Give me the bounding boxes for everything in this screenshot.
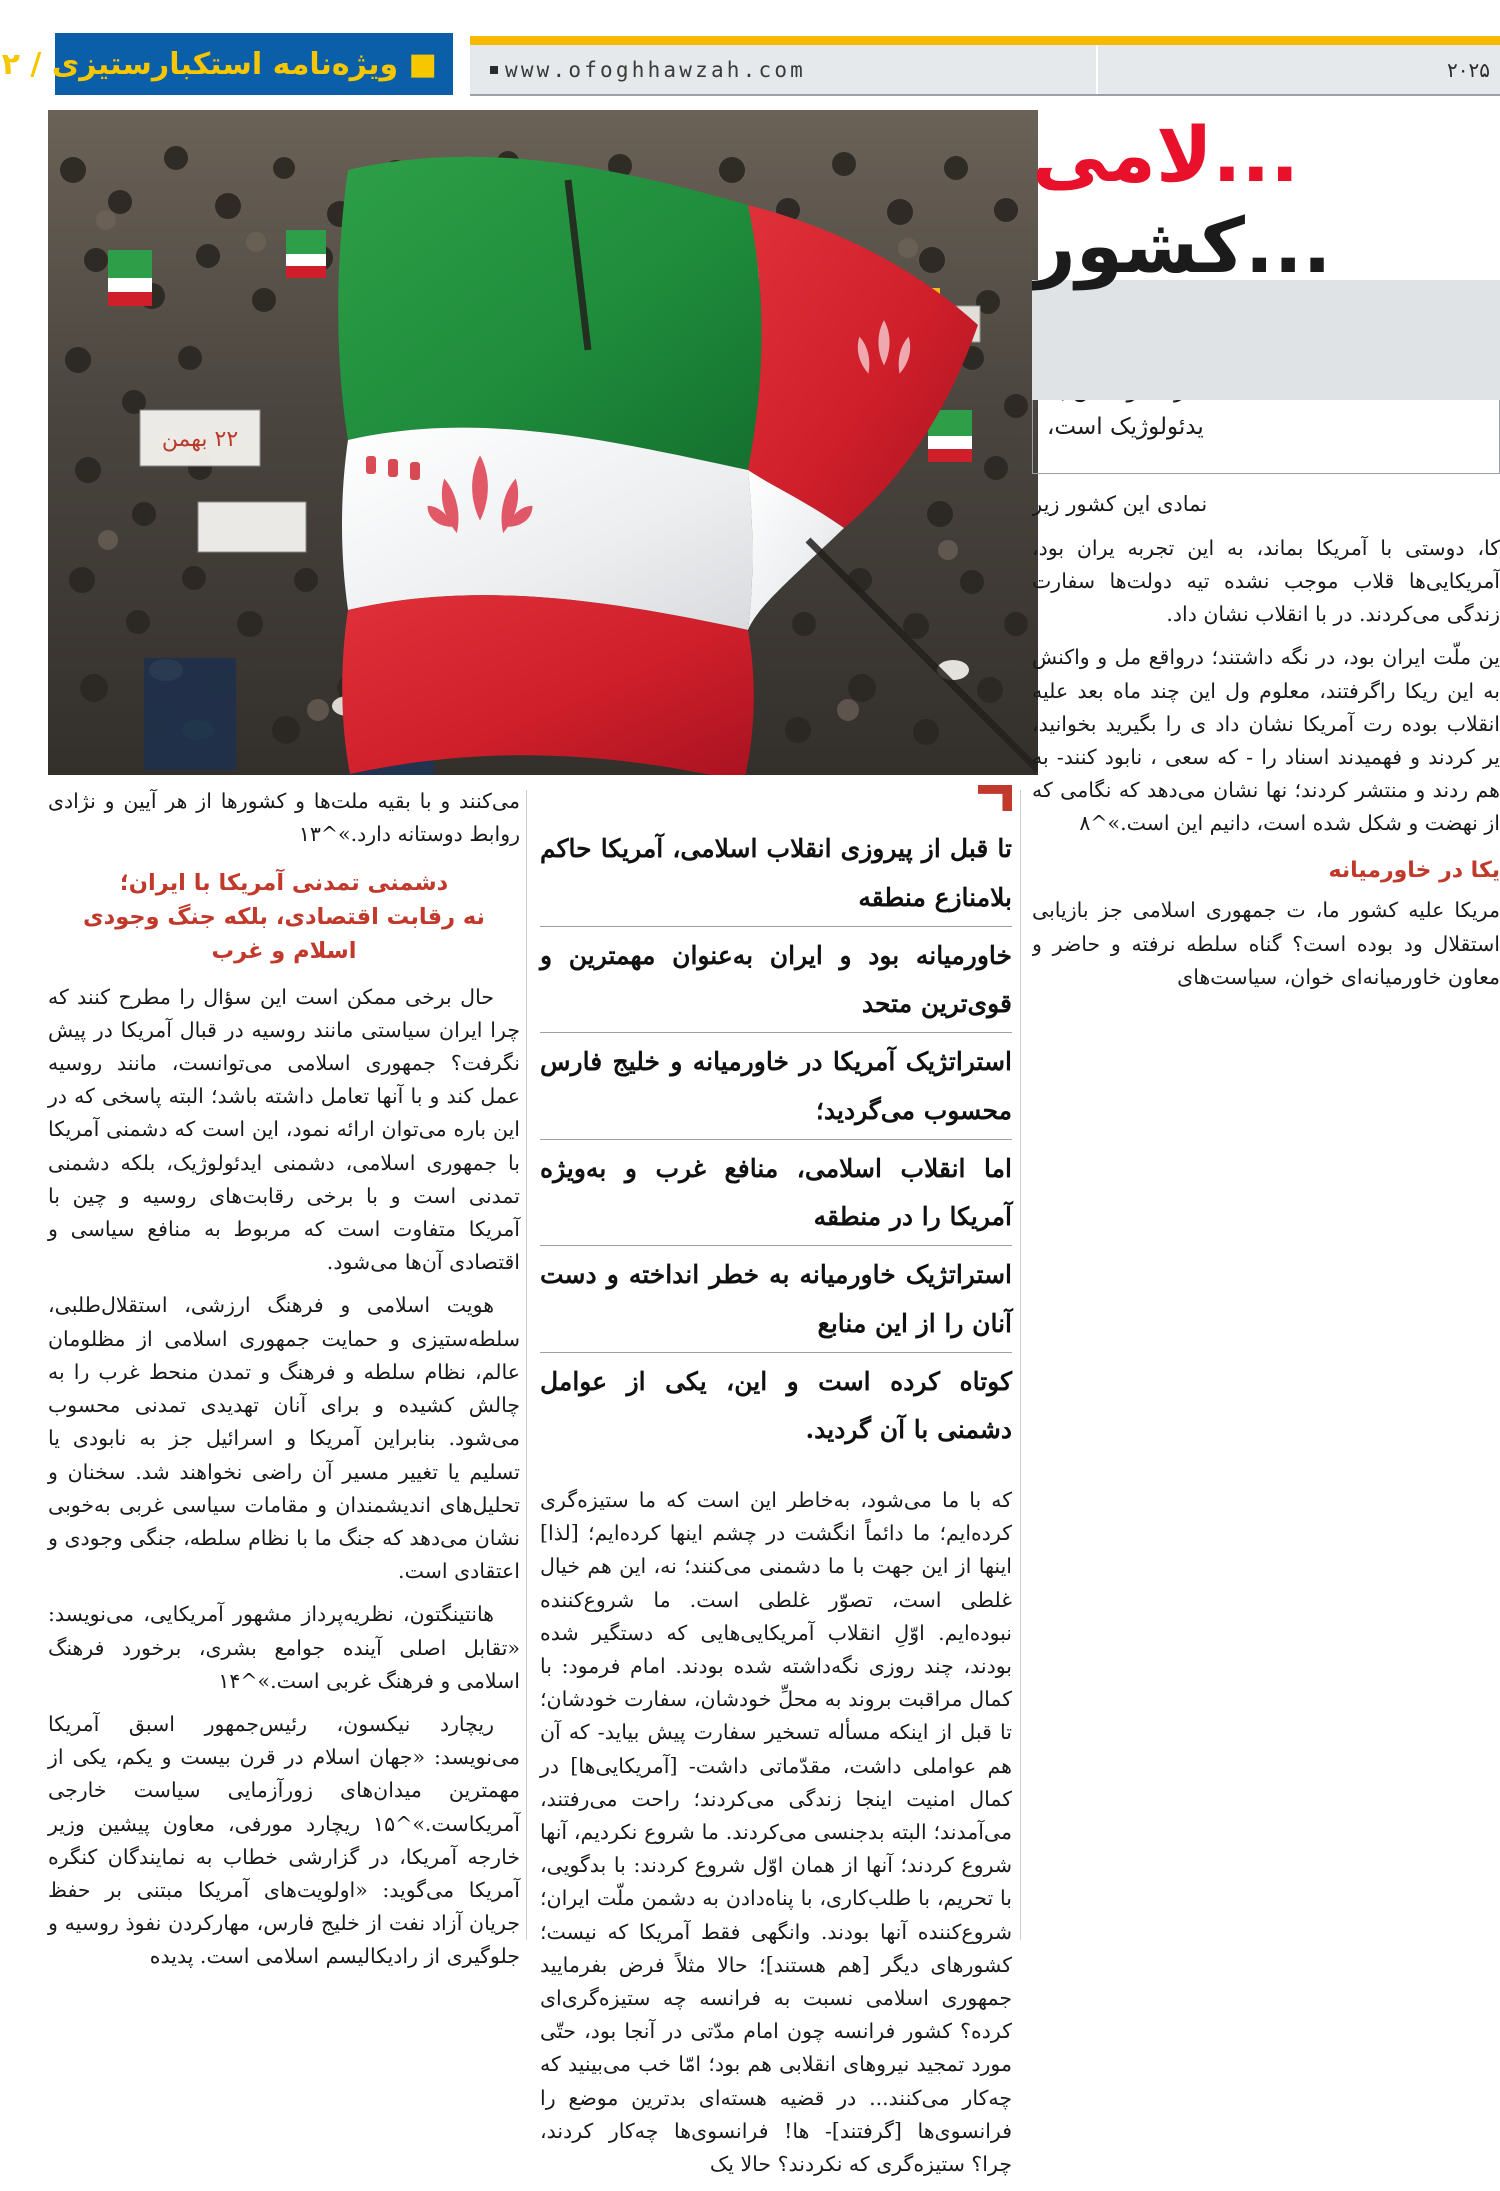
right-paragraph-1: کا، دوستی با آمریکا بماند، به این تجربه یران بود، آمریکایی‌ها قلاب موجب نشده تیه دولت‌ها سفارت زندگی می‌کردند. در با انقلاب نشان داد.: [1032, 535, 1500, 627]
left-section-heading: [48, 867, 520, 968]
red-corner-marker-icon: [978, 785, 1012, 811]
left-paragraph-3: هانتینگتون، نظریه‌پرداز مشهور آمریکایی، می‌نویسد: «تقابل اصلی آینده جوامع بشری، برخورد فرهنگ اسلامی و فرهنگ غربی است.»^۱۴: [48, 1602, 520, 1693]
left-paragraph-1: حال برخی ممکن است این سؤال را مطرح کنند که چرا ایران سیاستی مانند روسیه در قبال آمریکا در پیش نگرفت؟ جمهوری اسلامی می‌توانست، مانند روسیه عمل کند و با آنها تعامل داشته باشد؛ البته پاسخی که در این باره می‌توان ارائه نمود، این است که دشمنی آمریکا با جمهوری اسلامی، دشمنی ایدئولوژیک، بلکه دشمنی تمدنی است و با برخی رقابت‌های روسیه و چین با آمریکا متفاوت است که مربوط به منافع سیاسی و اقتصادی آن‌ها می‌شود.: [48, 984, 520, 1275]
hero-photo: [48, 110, 1038, 775]
left-section-heading-line-1: دشمنی تمدنی آمریکا با ایران؛: [119, 870, 449, 897]
highlight-quote-line-2: یدئولوژیک است،: [1047, 414, 1204, 441]
pull-quote-line-4: اما انقلاب اسلامی، منافع غرب و به‌ویژه آمریکا را در منطقه: [540, 1145, 1012, 1247]
pull-quote-line-3: استراتژیک آمریکا در خاورمیانه و خلیج فارس محسوب می‌گردید؛: [540, 1038, 1012, 1140]
svg-text:۲۲ بهمن: ۲۲ بهمن: [161, 427, 239, 452]
masthead-band-divider: [1096, 45, 1098, 94]
column-rule-right: [1020, 790, 1021, 1940]
website-url[interactable]: www.ofoghhawzah.com: [505, 58, 807, 82]
issue-year: ۲۰۲۵: [1447, 58, 1490, 82]
website-url-wrap[interactable]: [490, 50, 1070, 90]
right-paragraph-2: ین ملّت ایران بود، در نگه داشتند؛ درواقع مل و واکنش به این ریکا راگرفتند، معلوم ول این چند ماه بعد علیه انقلاب بوده رت آمریکا نشان داد ی را بگیرید بخوانید، یر کردند و فهمیدند اسناد را - که سعی ، نابود کنند- به هم ردند و منتشر کردند؛ نها نشان می‌دهد که نگامی که از نهضت و شکل شده است، دانیم این است.»^۸: [1032, 645, 1500, 836]
bullet-square-icon: [490, 66, 498, 74]
masthead: [0, 0, 1500, 103]
pull-quote-line-1: تا قبل از پیروزی انقلاب اسلامی، آمریکا حاکم بلامنازع منطقه: [540, 825, 1012, 927]
left-paragraph-4: ریچارد نیکسون، رئیس‌جمهور اسبق آمریکا می‌نویسد: «جهان اسلام در قرن بیست و یکم، یکی از مهمترین میدان‌های زورآزمایی سیاست خارجی آمریکاست.»^۱۵ ریچارد مورفی، معاون پیشین وزیر خارجه آمریکا، در گزارشی خطاب به نمایندگان کنگره آمریکا می‌گوید: «اولویت‌های آمریکا مبتنی بر حفظ جریان آزاد نفت از خلیج فارس، مهارکردن نفوذ روسیه و جلوگیری از رادیکالیسم اسلامی است. پدیده: [48, 1711, 520, 1969]
pull-quote-line-6: کوتاه کرده است و این، یکی از عوامل دشمنی با آن گردید.: [540, 1366, 1012, 1445]
right-lead-line: نمادی این کشور زیر: [1032, 491, 1208, 516]
left-column: [48, 785, 520, 1984]
issue-label: ■ ویژه‌نامه استکبارستیزی / ۲: [1, 46, 437, 82]
left-section-heading-line-2: نه رقابت اقتصادی، بلکه جنگ وجودی اسلام و غرب: [83, 904, 485, 964]
right-paragraph-3: مریکا علیه کشور ما، ت جمهوری اسلامی جز بازیابی استقلال ود بوده است؟ گناه سلطه نرفته و حاضر و معاون خاورمیانه‌ای خوان، سیاست‌های: [1032, 898, 1500, 989]
issue-label-box: [1, 33, 453, 95]
middle-paragraph-1: که با ما می‌شود، به‌خاطر این است که ما ستیزه‌گری کرده‌ایم؛ ما دائماً انگشت در چشم اینها کرده‌ایم؛ [لذا] اینها از این جهت با ما دشمنی می‌کنند؛ نه، این هم خیال غلطی است، تصوّر غلطی است. ما شروع‌کننده نبوده‌ایم. اوّلِ انقلاب آمریکایی‌هایی که دستگیر شده بودند، چند روزی نگه‌داشته شده بودند. امام فرمود: با کمال مراقبت بروند به محلِّ خودشان، سفارت خودشان؛ تا قبل از اینکه مسأله تسخیر سفارت پیش بیاید- که آن هم عواملی داشت، مقدّماتی داشت- [آمریکایی‌ها] در کمال امنیت اینجا زندگی می‌کردند؛ راحت می‌رفتند، می‌آمدند؛ البته بدجنسی می‌کردند. ما شروع نکردیم، آنها شروع کردند؛ آنها از همان اوّل شروع کردند: با بدگویی، با تحریم، با طلب‌کاری، با پناه‌دادن به دشمن ملّت ایران؛ شروع‌کننده آنها بودند. وانگهی فقط آمریکا که نیست؛ کشورهای دیگر [هم هستند]؛ حالا مثلاً فرض بفرمایید جمهوری اسلامی نسبت به فرانسه چه ستیزه‌گری‌ای کرده؟ کشور فرانسه چون امام مدّتی در آنجا بود، حتّی مورد تمجید نیروهای انقلابی هم بود؛ امّا خب می‌بینید که چه‌کار می‌کنند... در قضیه هسته‌ای بدترین موضع را فرانسوی‌ها [گرفتند]- ها! فرانسوی‌ها چه‌کار کردند، چرا؟ ستیزه‌گری که نکردند؟ حالا یک: [540, 1488, 1012, 2177]
column-rule-left: [526, 790, 527, 1940]
title-gray-band: [1032, 280, 1500, 400]
left-top-paragraph: می‌کنند و با بقیه ملت‌ها و کشورها از هر آیین و نژادی روابط دوستانه دارد.»^۱۳: [48, 789, 520, 847]
masthead-underline: [470, 94, 1500, 96]
middle-column: [540, 785, 1012, 2191]
pull-quote-line-2: خاورمیانه بود و ایران به‌عنوان مهمترین و قوی‌ترین متحد: [540, 932, 1012, 1034]
pull-quote: [540, 825, 1012, 1458]
hero-photo-illustration: [48, 110, 1038, 775]
headline-red: ...لامی: [1032, 112, 1300, 199]
masthead-yellow-rule: [470, 36, 1500, 45]
headline-dark: ...کشور: [1032, 201, 1332, 291]
pull-quote-line-5: استراتژیک خاورمیانه به خطر انداخته و دست آنان را از این منابع: [540, 1251, 1012, 1353]
right-section-heading: یکا در خاورمیانه: [1328, 857, 1500, 883]
right-column: [1032, 112, 1500, 1004]
left-paragraph-2: هویت اسلامی و فرهنگ ارزشی، استقلال‌طلبی، سلطه‌ستیزی و حمایت جمهوری اسلامی از مظلومان عالم، نظام سلطه و فرهنگ و تمدن منحط غرب را به چالش کشیده و برای آنان تهدیدی تمدنی محسوب می‌شود. بنابراین آمریکا و اسرائیل جز به نابودی یا تسلیم یا تغییر مسیر آن راضی نخواهند شد. سخنان و تحلیل‌های اندیشمندان و مقامات سیاسی غربی به‌خوبی نشان می‌دهد که جنگ ما با نظام سلطه، جنگی وجودی و اعتقادی است.: [48, 1293, 520, 1584]
